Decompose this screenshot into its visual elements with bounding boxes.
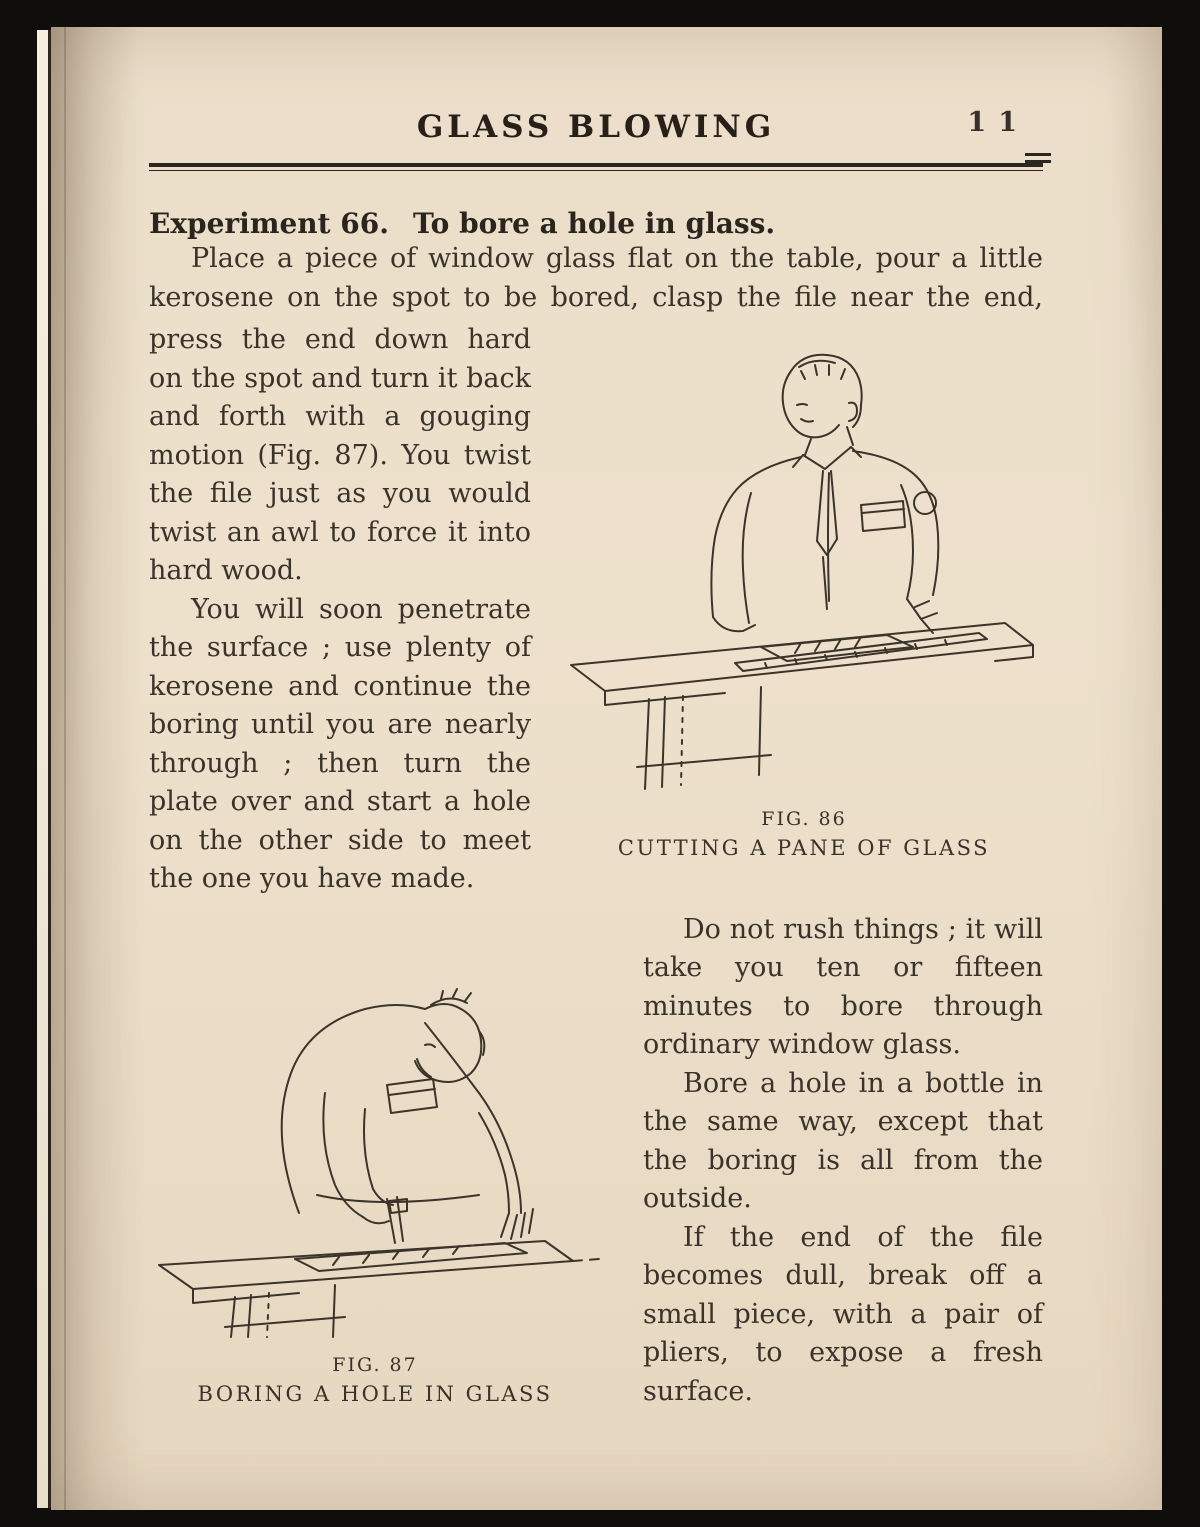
fig86-cutting-glass-illustration (565, 327, 1043, 797)
right-text-column (643, 911, 1043, 1412)
rule-end-ticks (1025, 149, 1051, 163)
right-paragraph-3: If the end of the file becomes dull, break off a small piece, with a pair of pliers, to expose a fresh surface. (643, 1221, 1043, 1407)
experiment-heading (149, 207, 1043, 240)
header-double-rule (149, 163, 1043, 171)
page-number: 11 (967, 107, 1029, 138)
fig87-label: FIG. 87 (332, 1353, 418, 1376)
intro-paragraph: Place a piece of window glass flat on the table, pour a little kerosene on the spot to be bored, clasp the file near the end, (149, 243, 1043, 313)
page-title: GLASS BLOWING (416, 109, 776, 145)
fig86-caption (565, 805, 1043, 863)
row-fig87-and-text (149, 909, 1043, 1412)
page-content (149, 27, 1043, 1411)
running-head (149, 109, 1043, 153)
fig87-boring-glass-illustration (149, 913, 601, 1343)
binding-crease (64, 27, 66, 1510)
left-paragraph-2: You will soon penetrate the surface ; use plenty of kerosene and continue the boring until you are nearly through ; then turn the plate over and start a hole on the other side to meet the one you have made. (149, 593, 531, 894)
figure-86 (565, 321, 1043, 899)
rule-thick-line (149, 163, 1043, 167)
rule-thin-line (149, 170, 1043, 171)
left-text-column (149, 321, 531, 899)
fig87-title: BORING A HOLE IN GLASS (197, 1381, 553, 1406)
figure-87 (149, 909, 601, 1412)
book-page (51, 27, 1162, 1510)
fig86-title: CUTTING A PANE OF GLASS (617, 836, 991, 860)
left-paragraph-1: press the end down hard on the spot and turn it back and forth with a gouging motion (Fig. 87). You twist the file just as you would twist an awl to force it into hard wood. (149, 324, 531, 586)
binding-gutter-shadow (51, 27, 146, 1510)
experiment-title: To bore a hole in glass. (413, 207, 776, 240)
row-text-and-fig86 (149, 321, 1043, 899)
fig87-caption (149, 1351, 601, 1409)
experiment-number: Experiment 66. (149, 207, 390, 240)
right-paragraph-2: Bore a hole in a bottle in the same way, except that the boring is all from the outside. (643, 1067, 1043, 1214)
right-paragraph-1: Do not rush things ; it will take you ten or fifteen minutes to bore through ordinary window glass. (643, 913, 1043, 1060)
previous-page-edge (37, 30, 51, 1508)
fig86-label: FIG. 86 (761, 808, 847, 830)
